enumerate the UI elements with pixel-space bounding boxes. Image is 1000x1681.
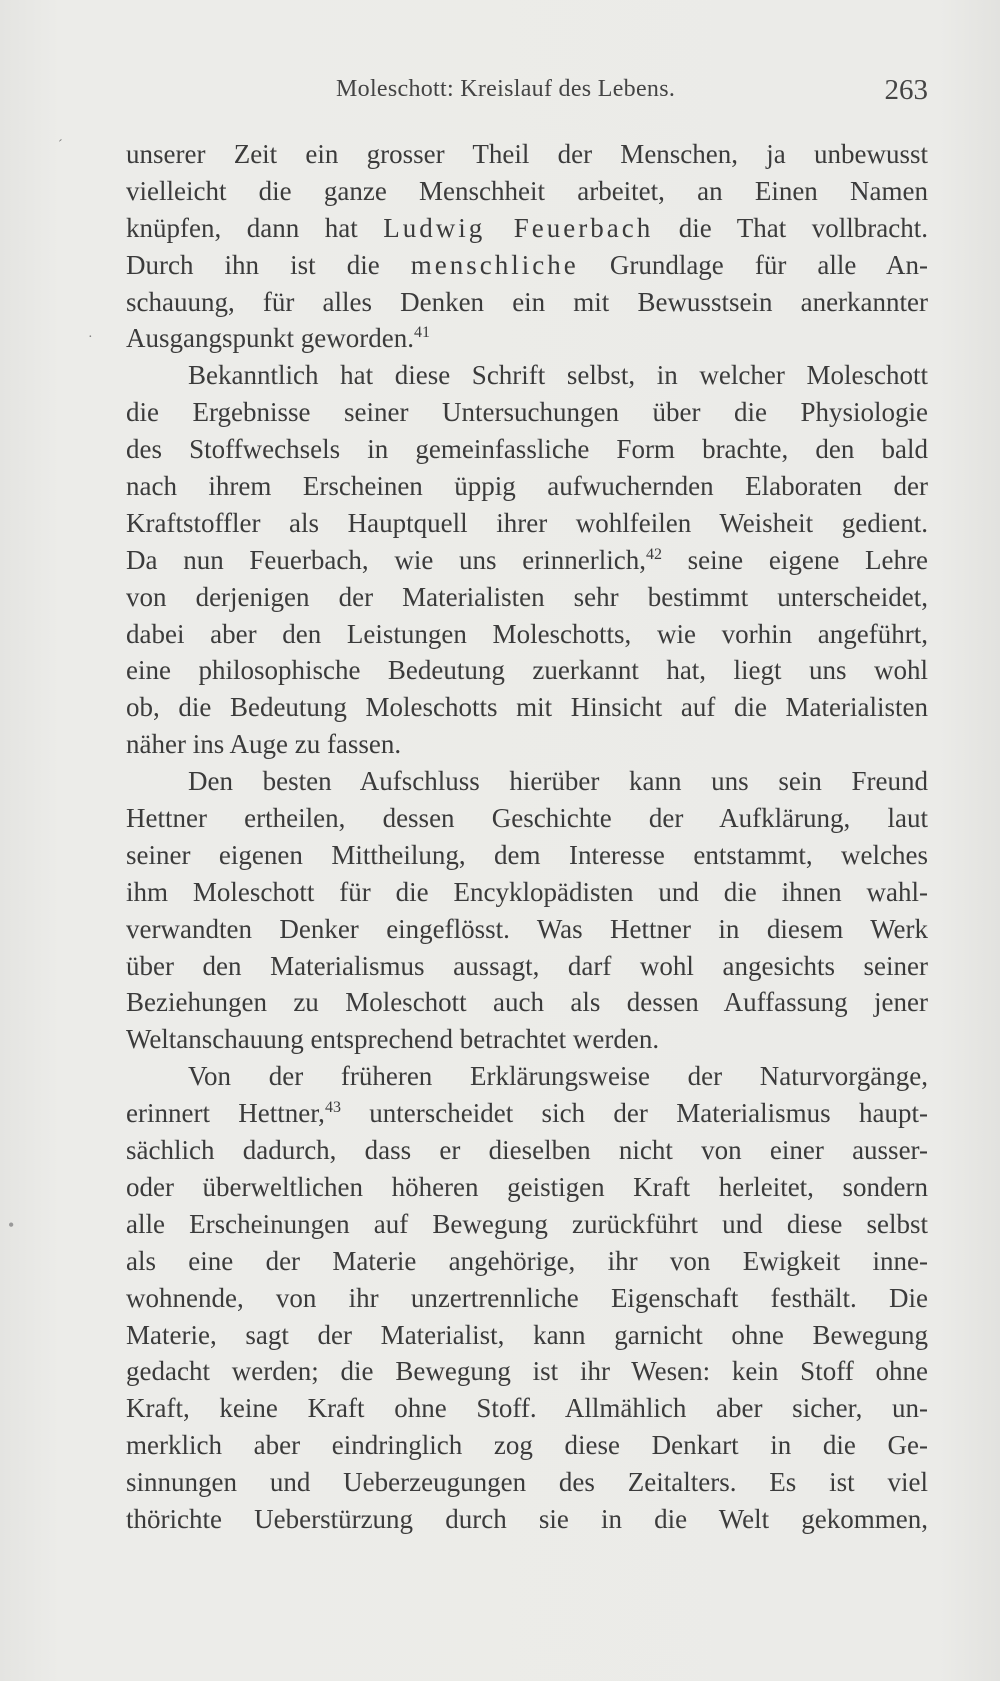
text-segment: Von der früheren Erklärungsweise der Naturvorgänge, <box>188 1061 928 1092</box>
text-line <box>126 911 928 948</box>
text-segment: näher ins Auge zu fassen. <box>126 729 402 760</box>
text-segment: Kraftstoffler als Hauptquell ihrer wohlfeilen Weisheit gedient. <box>126 507 928 538</box>
text-segment: ob, die Bedeutung Moleschotts mit Hinsicht auf die Materialisten <box>126 692 928 723</box>
text-line <box>126 284 928 321</box>
text-line <box>126 1280 928 1317</box>
text-line <box>126 689 928 726</box>
footnote-ref: 41 <box>413 324 430 342</box>
text-line <box>126 320 928 357</box>
text-segment: Beziehungen zu Moleschott auch als dessen Auffassung jener <box>126 987 928 1018</box>
text-segment: Ausgangspunkt geworden. <box>126 323 414 354</box>
text-segment: Hettner ertheilen, dessen Geschichte der Aufklärung, laut <box>126 803 928 834</box>
text-line <box>126 837 928 874</box>
text-line <box>126 800 928 837</box>
text-line <box>126 431 928 468</box>
text-line <box>126 1353 928 1390</box>
text-segment: alle Erscheinungen auf Bewegung zurückführt und diese selbst <box>126 1208 928 1239</box>
text-segment: knüpfen, dann hat <box>126 212 384 243</box>
text-segment: Bekanntlich hat diese Schrift selbst, in welcher Moleschott <box>188 360 928 391</box>
footnote-ref: 42 <box>645 545 662 563</box>
text-segment: Durch ihn ist die <box>126 249 411 280</box>
text-segment: von derjenigen der Materialisten sehr bestimmt unterscheidet, <box>126 581 928 612</box>
text-segment: Den besten Aufschluss hierüber kann uns sein Freund <box>188 766 928 797</box>
text-segment: die Ergebnisse seiner Untersuchungen über die Physiologie <box>126 397 928 428</box>
text-segment: über den Materialismus aussagt, darf wohl angesichts seiner <box>126 950 928 981</box>
text-line <box>126 210 928 247</box>
text-segment: seiner eigenen Mittheilung, dem Interesse entstammt, welches <box>126 839 928 870</box>
text-segment: gedacht werden; die Bewegung ist ihr Wesen: kein Stoff ohne <box>126 1356 928 1387</box>
text-line <box>126 1169 928 1206</box>
text-line <box>126 1427 928 1464</box>
text-segment: als eine der Materie angehörige, ihr von Ewigkeit inne- <box>126 1245 928 1276</box>
text-line <box>126 1095 928 1132</box>
scan-speck: · <box>88 330 93 345</box>
text-line <box>126 136 928 173</box>
text-segment: erinnert Hettner, <box>126 1098 325 1129</box>
text-segment: seine eigene Lehre <box>661 544 928 575</box>
running-title: Moleschott: Kreislauf des Lebens. <box>336 76 676 102</box>
text-segment: vielleicht die ganze Menschheit arbeitet, an Einen Namen <box>126 175 928 206</box>
text-segment: des Stoffwechsels in gemeinfassliche Form brachte, den bald <box>126 434 928 465</box>
text-line <box>126 468 928 505</box>
text-line <box>126 173 928 210</box>
text-segment: sinnungen und Ueberzeugungen des Zeitalters. Es ist viel <box>126 1467 928 1498</box>
text-segment: ihm Moleschott für die Encyklopädisten und die ihnen wahl- <box>126 876 928 907</box>
text-segment: Materie, sagt der Materialist, kann garnicht ohne Bewegung <box>126 1319 928 1350</box>
footnote-ref: 43 <box>324 1099 341 1117</box>
text-segment: dabei aber den Leistungen Moleschotts, wie vorhin angeführt, <box>126 618 928 649</box>
text-segment: Weltanschauung entsprechend betrachtet werden. <box>126 1024 660 1055</box>
text-line <box>126 1501 928 1538</box>
text-segment: die That vollbracht. <box>653 212 928 243</box>
spaced-emphasis: menschliche <box>410 249 579 280</box>
text-line <box>126 1390 928 1427</box>
text-segment: merklich aber eindringlich zog diese Denkart in die Ge- <box>126 1430 928 1461</box>
body-text <box>126 136 928 1538</box>
text-segment: oder überweltlichen höheren geistigen Kraft herleitet, sondern <box>126 1171 928 1202</box>
text-line <box>126 1243 928 1280</box>
text-segment: verwandten Denker eingeflösst. Was Hettner in diesem Werk <box>126 913 928 944</box>
text-line <box>126 542 928 579</box>
page-number: 263 <box>884 74 928 106</box>
text-segment: wohnende, von ihr unzertrennliche Eigenschaft festhält. Die <box>126 1282 928 1313</box>
text-line <box>126 616 928 653</box>
text-line <box>126 1317 928 1354</box>
text-segment: unterscheidet sich der Materialismus haupt- <box>340 1098 928 1129</box>
text-line <box>126 1021 928 1058</box>
text-line <box>126 726 928 763</box>
text-line <box>126 357 928 394</box>
text-line <box>126 1206 928 1243</box>
text-line <box>126 984 928 1021</box>
text-line <box>126 579 928 616</box>
text-segment: Da nun Feuerbach, wie uns erinnerlich, <box>126 544 646 575</box>
text-line <box>126 763 928 800</box>
scan-speck: • <box>8 1215 15 1235</box>
text-segment: schauung, für alles Denken ein mit Bewusstsein anerkannter <box>126 286 928 317</box>
text-segment: thörichte Ueberstürzung durch sie in die Welt gekommen, <box>126 1503 928 1534</box>
text-line <box>126 394 928 431</box>
text-line <box>126 874 928 911</box>
text-segment: Kraft, keine Kraft ohne Stoff. Allmählich aber sicher, un- <box>126 1393 928 1424</box>
text-segment: Grundlage für alle An- <box>578 249 928 280</box>
text-line <box>126 652 928 689</box>
text-line <box>126 505 928 542</box>
text-line <box>126 247 928 284</box>
text-segment: sächlich dadurch, dass er dieselben nicht von einer ausser- <box>126 1135 928 1166</box>
text-segment: eine philosophische Bedeutung zuerkannt hat, liegt uns wohl <box>126 655 928 686</box>
text-line <box>126 1058 928 1095</box>
text-line <box>126 1132 928 1169</box>
spaced-emphasis: Ludwig Feuerbach <box>383 212 654 243</box>
text-line <box>126 1464 928 1501</box>
text-segment: nach ihrem Erscheinen üppig aufwuchernden Elaboraten der <box>126 471 928 502</box>
scan-speck: ´ <box>58 138 63 153</box>
text-segment: unserer Zeit ein grosser Theil der Menschen, ja unbewusst <box>126 139 928 169</box>
text-line <box>126 948 928 985</box>
page-header <box>126 76 928 116</box>
